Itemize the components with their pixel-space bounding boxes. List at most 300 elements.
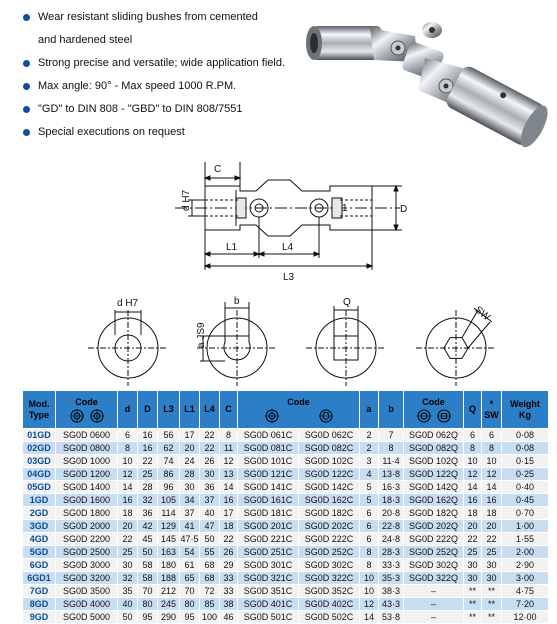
cell-l1: 95 <box>180 611 200 624</box>
cell-l3: 145 <box>158 533 180 546</box>
cell-code-c2: SG0D 062C <box>299 429 360 442</box>
cell-l1: 30 <box>180 481 200 494</box>
cell-c: 17 <box>220 507 238 520</box>
cell-weight: 0·25 <box>502 468 549 481</box>
cell-D: 28 <box>138 481 158 494</box>
cell-d: 40 <box>118 598 138 611</box>
cell-l3: 62 <box>158 442 180 455</box>
cell-code-c2: SG0D 502C <box>299 611 360 624</box>
feature-item <box>20 125 320 140</box>
cell-l4: 26 <box>200 455 220 468</box>
cell-code-q: SG0D 142Q <box>404 481 464 494</box>
cell-code-gd: SG0D 2200 <box>56 533 118 546</box>
cell-sw: 16 <box>482 494 502 507</box>
table-row <box>23 598 549 611</box>
cell-c: 22 <box>220 533 238 546</box>
cell-code-c1: SG0D 221C <box>238 533 299 546</box>
cell-l1: 34 <box>180 494 200 507</box>
cell-sw: ** <box>482 585 502 598</box>
feature-text: Wear resistant sliding bushes from cemented <box>38 11 258 23</box>
cell-code-c1: SG0D 351C <box>238 585 299 598</box>
cell-mod: 3GD <box>23 520 56 533</box>
round-bore-icon <box>417 409 431 423</box>
cell-code-c2: SG0D 322C <box>299 572 360 585</box>
cell-c: 14 <box>220 481 238 494</box>
cell-a: 2 <box>360 429 379 442</box>
cell-q: ** <box>464 611 482 624</box>
cell-l3: 105 <box>158 494 180 507</box>
cell-code-c1: SG0D 251C <box>238 546 299 559</box>
cell-l4: 22 <box>200 429 220 442</box>
bullet-dot-icon <box>23 129 30 136</box>
feature-text: "GD" to DIN 808 - "GBD" to DIN 808/7551 <box>38 103 243 115</box>
cell-c: 18 <box>220 520 238 533</box>
feature-text: Max angle: 90° - Max speed 1000 R.PM. <box>38 80 237 92</box>
cell-a: 14 <box>360 611 379 624</box>
round-bore-icon <box>70 409 84 423</box>
cell-a: 3 <box>360 455 379 468</box>
cell-code-gd: SG0D 1200 <box>56 468 118 481</box>
header-code-gd: Code <box>56 391 118 429</box>
cell-l1: 54 <box>180 546 200 559</box>
cell-code-gd: SG0D 4000 <box>56 598 118 611</box>
cell-D: 95 <box>138 611 158 624</box>
cell-a: 10 <box>360 572 379 585</box>
cell-sw: 30 <box>482 559 502 572</box>
cell-d: 30 <box>118 559 138 572</box>
cell-l4: 30 <box>200 468 220 481</box>
label-sw: SW <box>472 304 492 324</box>
cell-l4: 50 <box>200 533 220 546</box>
cell-code-gd: SG0D 0800 <box>56 442 118 455</box>
header-l3: L3 <box>158 391 180 429</box>
table-row <box>23 533 549 546</box>
cell-b: 20·8 <box>379 507 404 520</box>
cell-b: 16·3 <box>379 481 404 494</box>
cell-code-c2: SG0D 222C <box>299 533 360 546</box>
cell-weight: 0·08 <box>502 429 549 442</box>
cell-d: 12 <box>118 468 138 481</box>
square-bore-icon <box>437 409 451 423</box>
cell-mod: 05GD <box>23 481 56 494</box>
cell-D: 80 <box>138 598 158 611</box>
cell-l3: 74 <box>158 455 180 468</box>
cell-l4: 100 <box>200 611 220 624</box>
keyway-bore-icon <box>319 409 333 423</box>
spec-table <box>22 390 549 624</box>
cell-code-gd: SG0D 3000 <box>56 559 118 572</box>
cell-code-c1: SG0D 141C <box>238 481 299 494</box>
cell-code-c1: SG0D 501C <box>238 611 299 624</box>
cell-c: 33 <box>220 572 238 585</box>
cell-code-c1: SG0D 101C <box>238 455 299 468</box>
cell-code-q: SG0D 202Q <box>404 520 464 533</box>
header-weight: Weight Kg <box>502 391 549 429</box>
cell-code-q: SG0D 082Q <box>404 442 464 455</box>
cell-l1: 80 <box>180 598 200 611</box>
cell-weight: 0·40 <box>502 481 549 494</box>
cell-d: 18 <box>118 507 138 520</box>
cell-q: 25 <box>464 546 482 559</box>
cell-l4: 68 <box>200 572 220 585</box>
feature-text: Special executions on request <box>38 126 185 138</box>
table-row <box>23 507 549 520</box>
cell-l3: 86 <box>158 468 180 481</box>
cell-mod: 03GD <box>23 455 56 468</box>
cell-q: 30 <box>464 559 482 572</box>
cell-code-q: SG0D 162Q <box>404 494 464 507</box>
header-sw: * SW <box>482 391 502 429</box>
cell-a: 12 <box>360 598 379 611</box>
cell-code-gd: SG0D 1600 <box>56 494 118 507</box>
cell-d: 6 <box>118 429 138 442</box>
cell-mod: 8GD <box>23 598 56 611</box>
bullet-dot-icon <box>23 106 30 113</box>
cell-d: 10 <box>118 455 138 468</box>
cell-q: 20 <box>464 520 482 533</box>
cell-D: 16 <box>138 442 158 455</box>
cell-d: 22 <box>118 533 138 546</box>
cell-code-c2: SG0D 252C <box>299 546 360 559</box>
cell-D: 32 <box>138 494 158 507</box>
cell-code-c2: SG0D 352C <box>299 585 360 598</box>
table-header-row <box>23 391 549 429</box>
cell-mod: 5GD <box>23 546 56 559</box>
table-row <box>23 585 549 598</box>
table-row <box>23 468 549 481</box>
cell-code-q: SG0D 302Q <box>404 559 464 572</box>
cell-b: 53·8 <box>379 611 404 624</box>
feature-item <box>20 10 320 25</box>
cell-q: 18 <box>464 507 482 520</box>
cell-code-c2: SG0D 182C <box>299 507 360 520</box>
cell-l4: 36 <box>200 481 220 494</box>
cell-mod: 02GD <box>23 442 56 455</box>
cell-code-c1: SG0D 181C <box>238 507 299 520</box>
cell-code-q: SG0D 252Q <box>404 546 464 559</box>
cell-q: 30 <box>464 572 482 585</box>
feature-text: Strong precise and versatile; wide application field. <box>38 57 286 69</box>
cell-code-q: – <box>404 611 464 624</box>
cell-mod: 4GD <box>23 533 56 546</box>
cell-code-c2: SG0D 402C <box>299 598 360 611</box>
cell-sw: 8 <box>482 442 502 455</box>
cell-b: 38·3 <box>379 585 404 598</box>
label-dh7-side: d H7 <box>181 189 192 211</box>
header-d: d <box>118 391 138 429</box>
cell-b: 7 <box>379 429 404 442</box>
label-l4: L4 <box>282 242 294 253</box>
cell-D: 16 <box>138 429 158 442</box>
cell-mod: 9GD <box>23 611 56 624</box>
cell-code-c2: SG0D 122C <box>299 468 360 481</box>
bullet-dot-icon <box>23 60 30 67</box>
cell-weight: 2·00 <box>502 546 549 559</box>
cell-D: 58 <box>138 559 158 572</box>
cell-a: 6 <box>360 507 379 520</box>
header-c: C <box>220 391 238 429</box>
table-row <box>23 559 549 572</box>
cell-c: 13 <box>220 468 238 481</box>
cell-mod: 01GD <box>23 429 56 442</box>
cell-code-c1: SG0D 401C <box>238 598 299 611</box>
cell-a: 6 <box>360 520 379 533</box>
cell-weight: 7·20 <box>502 598 549 611</box>
cell-c: 38 <box>220 598 238 611</box>
cell-code-q: SG0D 182Q <box>404 507 464 520</box>
cell-d: 16 <box>118 494 138 507</box>
cell-c: 33 <box>220 585 238 598</box>
cell-code-gd: SG0D 3200 <box>56 572 118 585</box>
cell-code-c2: SG0D 302C <box>299 559 360 572</box>
cell-q: 12 <box>464 468 482 481</box>
cell-code-c1: SG0D 301C <box>238 559 299 572</box>
cell-code-q: – <box>404 598 464 611</box>
cell-l3: 180 <box>158 559 180 572</box>
table-row <box>23 520 549 533</box>
cell-q: 16 <box>464 494 482 507</box>
cell-l3: 163 <box>158 546 180 559</box>
cell-l3: 290 <box>158 611 180 624</box>
cell-b: 24·8 <box>379 533 404 546</box>
cell-c: 8 <box>220 429 238 442</box>
cell-sw: 22 <box>482 533 502 546</box>
cell-a: 5 <box>360 494 379 507</box>
label-c: C <box>214 164 222 175</box>
table-row <box>23 442 549 455</box>
label-b: b <box>234 296 240 307</box>
cell-l4: 37 <box>200 494 220 507</box>
universal-joint-photo <box>300 8 550 156</box>
cell-weight: 4·75 <box>502 585 549 598</box>
table-row <box>23 611 549 624</box>
cell-code-gd: SG0D 1000 <box>56 455 118 468</box>
cell-b: 35·3 <box>379 572 404 585</box>
cell-code-q: SG0D 102Q <box>404 455 464 468</box>
label-dh7-front: d H7 <box>117 298 139 309</box>
cell-b: 28·3 <box>379 546 404 559</box>
label-l1: L1 <box>226 242 238 253</box>
cell-code-gd: SG0D 1800 <box>56 507 118 520</box>
feature-item <box>20 56 320 71</box>
cell-a: 2 <box>360 442 379 455</box>
cell-l3: 56 <box>158 429 180 442</box>
cell-b: 18·3 <box>379 494 404 507</box>
cell-a: 6 <box>360 533 379 546</box>
cell-l1: 41 <box>180 520 200 533</box>
cell-code-c2: SG0D 162C <box>299 494 360 507</box>
cell-l3: 96 <box>158 481 180 494</box>
cell-mod: 1GD <box>23 494 56 507</box>
cell-b: 22·8 <box>379 520 404 533</box>
cell-q: 8 <box>464 442 482 455</box>
table-row <box>23 546 549 559</box>
cell-D: 22 <box>138 455 158 468</box>
cell-weight: 12·00 <box>502 611 549 624</box>
cell-code-gd: SG0D 1400 <box>56 481 118 494</box>
cell-weight: 0·45 <box>502 494 549 507</box>
cell-q: 22 <box>464 533 482 546</box>
cell-a: 5 <box>360 481 379 494</box>
cell-l1: 20 <box>180 442 200 455</box>
header-b: b <box>379 391 404 429</box>
cell-sw: ** <box>482 611 502 624</box>
cell-d: 35 <box>118 585 138 598</box>
cell-sw: 18 <box>482 507 502 520</box>
header-code-keyway: Code <box>238 391 360 429</box>
header-mod-type: Mod. Type <box>23 391 56 429</box>
header-q: Q <box>464 391 482 429</box>
technical-drawing <box>0 150 557 388</box>
cell-D: 42 <box>138 520 158 533</box>
cell-l4: 47 <box>200 520 220 533</box>
cell-l3: 212 <box>158 585 180 598</box>
cell-l4: 85 <box>200 598 220 611</box>
cell-sw: 10 <box>482 455 502 468</box>
cell-D: 58 <box>138 572 158 585</box>
cell-b: 43·3 <box>379 598 404 611</box>
cell-l3: 245 <box>158 598 180 611</box>
cell-c: 16 <box>220 494 238 507</box>
cell-code-gd: SG0D 5000 <box>56 611 118 624</box>
cell-q: 14 <box>464 481 482 494</box>
cell-a: 10 <box>360 585 379 598</box>
cell-l4: 68 <box>200 559 220 572</box>
cell-l1: 61 <box>180 559 200 572</box>
cell-code-gd: SG0D 2500 <box>56 546 118 559</box>
cell-q: 10 <box>464 455 482 468</box>
cell-code-gd: SG0D 2000 <box>56 520 118 533</box>
cell-weight: 0·70 <box>502 507 549 520</box>
cell-l3: 114 <box>158 507 180 520</box>
cell-code-c1: SG0D 121C <box>238 468 299 481</box>
cell-b: 13·8 <box>379 468 404 481</box>
cell-weight: 3·00 <box>502 572 549 585</box>
cell-l1: 28 <box>180 468 200 481</box>
cell-q: ** <box>464 585 482 598</box>
cell-D: 25 <box>138 468 158 481</box>
cell-q: ** <box>464 598 482 611</box>
cell-code-c1: SG0D 081C <box>238 442 299 455</box>
cell-sw: ** <box>482 598 502 611</box>
cell-code-q: SG0D 222Q <box>404 533 464 546</box>
cell-D: 70 <box>138 585 158 598</box>
cell-code-c2: SG0D 102C <box>299 455 360 468</box>
cell-mod: 04GD <box>23 468 56 481</box>
cell-sw: 30 <box>482 572 502 585</box>
cell-l4: 40 <box>200 507 220 520</box>
cell-d: 8 <box>118 442 138 455</box>
label-q: Q <box>343 297 351 308</box>
header-l1: L1 <box>180 391 200 429</box>
cell-D: 36 <box>138 507 158 520</box>
cell-a: 8 <box>360 559 379 572</box>
cell-d: 14 <box>118 481 138 494</box>
feature-list <box>20 10 320 148</box>
cell-code-c1: SG0D 061C <box>238 429 299 442</box>
bullet-dot-icon <box>23 14 30 21</box>
feature-item <box>20 79 320 94</box>
cell-sw: 12 <box>482 468 502 481</box>
cell-weight: 0·15 <box>502 455 549 468</box>
cell-code-q: SG0D 322Q <box>404 572 464 585</box>
cell-code-c1: SG0D 201C <box>238 520 299 533</box>
cell-mod: 2GD <box>23 507 56 520</box>
cell-l3: 129 <box>158 520 180 533</box>
table-row <box>23 481 549 494</box>
cell-l4: 72 <box>200 585 220 598</box>
label-a-js9: a JS9 <box>196 322 207 348</box>
cell-code-c2: SG0D 082C <box>299 442 360 455</box>
cell-l1: 24 <box>180 455 200 468</box>
cell-weight: 1·00 <box>502 520 549 533</box>
cell-q: 6 <box>464 429 482 442</box>
cell-l4: 55 <box>200 546 220 559</box>
cell-b: 33·3 <box>379 559 404 572</box>
cell-code-q: SG0D 122Q <box>404 468 464 481</box>
header-l4: L4 <box>200 391 220 429</box>
cell-code-q: SG0D 062Q <box>404 429 464 442</box>
cell-sw: 25 <box>482 546 502 559</box>
round-bore-icon <box>90 409 104 423</box>
cell-weight: 2·90 <box>502 559 549 572</box>
cell-code-c2: SG0D 202C <box>299 520 360 533</box>
cell-weight: 1·55 <box>502 533 549 546</box>
cell-d: 20 <box>118 520 138 533</box>
cell-code-c1: SG0D 161C <box>238 494 299 507</box>
round-bore-icon <box>265 409 279 423</box>
cell-l1: 37 <box>180 507 200 520</box>
cell-l1: 17 <box>180 429 200 442</box>
cell-l1: 65 <box>180 572 200 585</box>
label-d-outer: D <box>400 204 408 215</box>
feature-item <box>20 33 320 48</box>
cell-c: 26 <box>220 546 238 559</box>
cell-code-q: – <box>404 585 464 598</box>
cell-code-gd: SG0D 0600 <box>56 429 118 442</box>
cell-l4: 22 <box>200 442 220 455</box>
cell-c: 11 <box>220 442 238 455</box>
cell-l1: 70 <box>180 585 200 598</box>
cell-b: 8 <box>379 442 404 455</box>
cell-mod: 6GD <box>23 559 56 572</box>
table-row <box>23 572 549 585</box>
cell-code-c2: SG0D 142C <box>299 481 360 494</box>
header-code-square: Code <box>404 391 464 429</box>
cell-D: 50 <box>138 546 158 559</box>
cell-mod: 7GD <box>23 585 56 598</box>
cell-l1: 47·5 <box>180 533 199 544</box>
cell-c: 12 <box>220 455 238 468</box>
bullet-dot-icon <box>23 83 30 90</box>
cell-a: 8 <box>360 546 379 559</box>
cell-l3: 188 <box>158 572 180 585</box>
header-a: a <box>360 391 379 429</box>
cell-sw: 6 <box>482 429 502 442</box>
cell-d: 50 <box>118 611 138 624</box>
cell-D: 45 <box>138 533 158 546</box>
header-D: D <box>138 391 158 429</box>
cell-d: 25 <box>118 546 138 559</box>
cell-a: 4 <box>360 468 379 481</box>
cell-code-gd: SG0D 3500 <box>56 585 118 598</box>
cell-mod: 6GD1 <box>23 572 56 585</box>
table-row <box>23 494 549 507</box>
cell-b: 11·4 <box>379 455 404 468</box>
feature-text: and hardened steel <box>38 34 133 46</box>
label-one: 1 <box>342 203 348 214</box>
table-row <box>23 429 549 442</box>
